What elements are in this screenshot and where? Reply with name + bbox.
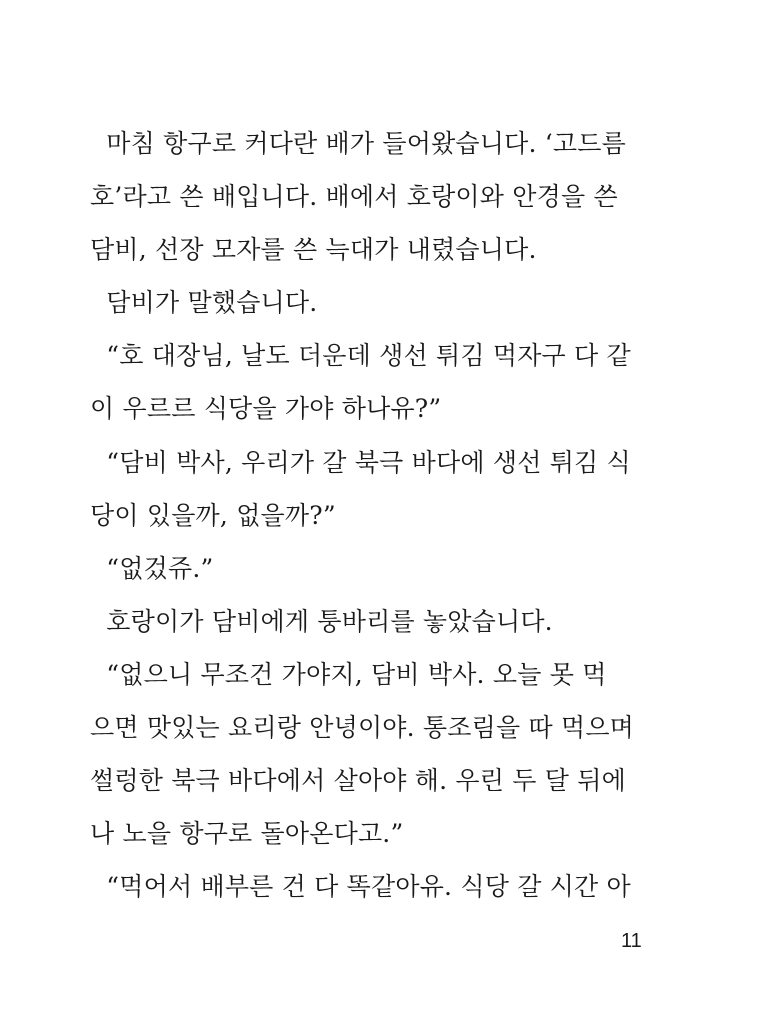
text-line: 호’라고 쓴 배입니다. 배에서 호랑이와 안경을 쓴 — [90, 182, 618, 212]
text-line: “없겄쥬.” — [90, 553, 214, 583]
text-line: 마침 항구로 커다란 배가 들어왔습니다. ‘고드름 — [90, 129, 626, 158]
text-line: “담비 박사, 우리가 갈 북극 바다에 생선 튀김 식 — [90, 447, 631, 477]
text-line: 썰렁한 북극 바다에서 살아야 해. 우린 두 달 뒤에 — [90, 766, 626, 796]
text-line: 으면 맛있는 요리랑 안녕이야. 통조림을 따 먹으며 — [90, 713, 635, 743]
page-number: 11 — [621, 930, 642, 952]
text-line: “없으니 무조건 가야지, 담비 박사. 오늘 못 먹 — [90, 659, 607, 689]
text-line: “호 대장님, 날도 더운데 생선 튀김 먹자구 다 같 — [90, 341, 631, 371]
text-line: 당이 있을까, 없을까?” — [90, 500, 336, 530]
text-line: 담비, 선장 모자를 쓴 늑대가 내렸습니다. — [90, 235, 537, 265]
text-line: 호랑이가 담비에게 퉁바리를 놓았습니다. — [90, 606, 553, 636]
text-line: 나 노을 항구로 돌아온다고.” — [90, 819, 404, 849]
text-line: 이 우르르 식당을 가야 하나유?” — [90, 394, 442, 424]
story-text — [90, 117, 650, 913]
text-line: “먹어서 배부른 건 다 똑같아유. 식당 갈 시간 아 — [90, 872, 631, 902]
text-line: 담비가 말했습니다. — [90, 288, 318, 318]
